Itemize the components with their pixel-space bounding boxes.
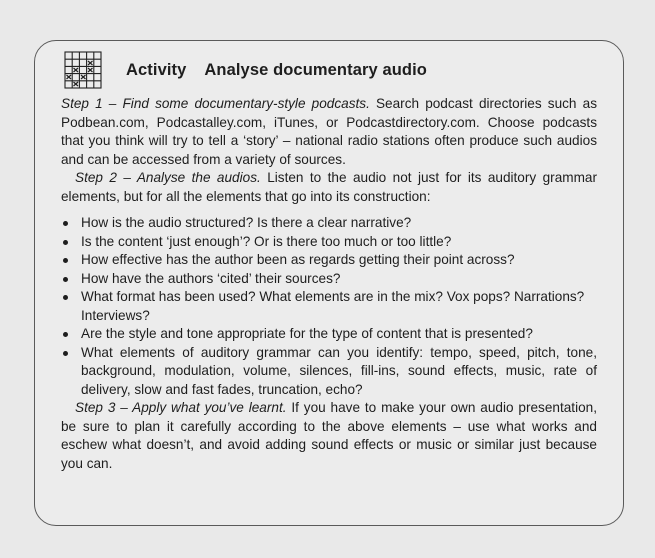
- step1-text: Search podcast directories such as Podbean.com, Podcastalley.com, iTunes, or Podcastdirectory.com. Choose podcasts that you think will try to tell a ‘story’ – national radio stations often produce such audios and can be accessed from a variety of sources.: [61, 96, 597, 167]
- step3-paragraph: [61, 399, 597, 473]
- step2-heading: Step 2 – Analyse the audios.: [75, 170, 261, 185]
- step1-heading: Step 1 – Find some documentary-style podcasts.: [61, 96, 370, 111]
- step3-heading: Step 3 – Apply what you’ve learnt.: [75, 400, 287, 415]
- activity-title: [126, 61, 427, 80]
- activity-header: [62, 48, 427, 92]
- list-item: How have the authors ‘cited’ their sources?: [61, 270, 597, 289]
- grid-icon: [62, 49, 104, 91]
- list-item: What elements of auditory grammar can you identify: tempo, speed, pitch, tone, background, modulation, volume, silences, fill-ins, sound effects, music, rate of delivery, slow and fast fades, truncation, echo?: [61, 344, 597, 400]
- activity-label: Activity: [126, 60, 187, 79]
- list-item: What format has been used? What elements are in the mix? Vox pops? Narrations? Interviews?: [61, 288, 597, 325]
- question-list: [61, 214, 597, 399]
- activity-heading: Analyse documentary audio: [204, 60, 427, 79]
- list-item: Are the style and tone appropriate for the type of content that is presented?: [61, 325, 597, 344]
- list-item: Is the content ‘just enough’? Or is there too much or too little?: [61, 233, 597, 252]
- list-item: How effective has the author been as regards getting their point across?: [61, 251, 597, 270]
- activity-content: [61, 95, 597, 473]
- step1-paragraph: [61, 95, 597, 169]
- step2-text: Listen to the audio not just for its auditory grammar elements, but for all the elements that go into its construction:: [61, 170, 597, 204]
- step3-text: If you have to make your own audio presentation, be sure to plan it carefully according to the above elements – use what works and eschew what doesn’t, and avoid adding sound effects or music or similar just because you can.: [61, 400, 597, 471]
- step2-paragraph: [61, 169, 597, 206]
- list-item: How is the audio structured? Is there a clear narrative?: [61, 214, 597, 233]
